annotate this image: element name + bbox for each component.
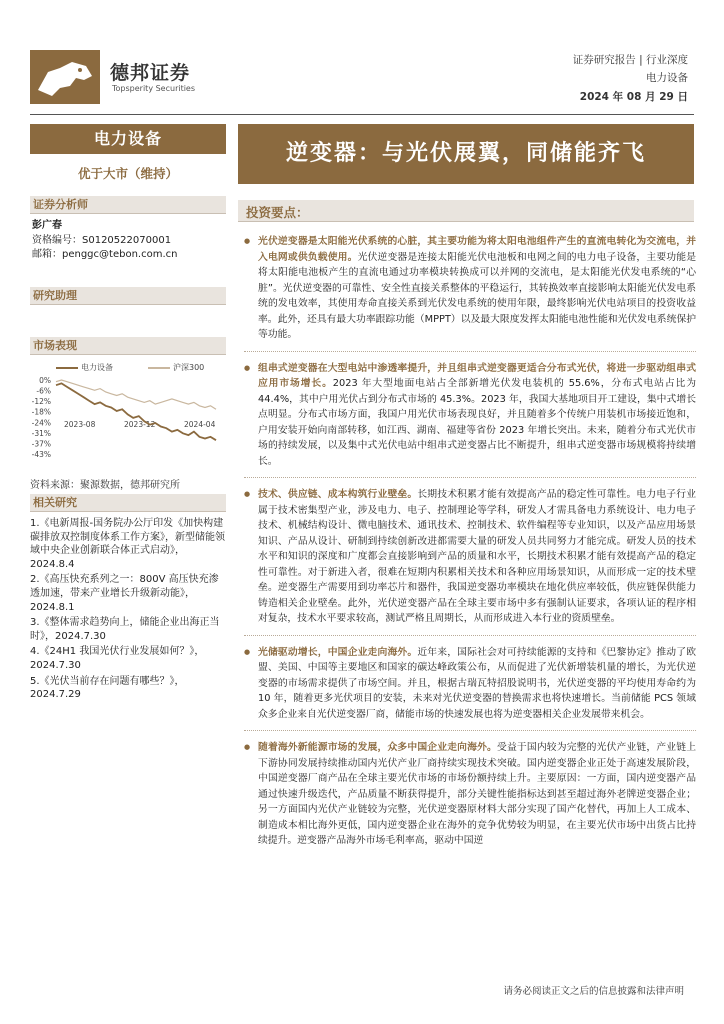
key-point-body: 近年来，国际社会对可持续能源的支持和《巴黎协定》推动了欧盟、美国、中国等主要地区和国家的碳达峰政策公布，从而促进了光伏新增装机量的增长，为光伏逆变器的市场需求提供了市场空间。并且，根据古瑞瓦特招股说明书，光伏逆变器的平均使用寿命约为 10 年，随着更多光伏项目的安装，未来对光伏逆变器的替换需求也将快速增长。当前储能 PCS 领域众多企业来自光伏逆变器厂商，储能市场的快速发展也将为逆变器相关企业发展带来机会。 [258, 646, 697, 720]
y-tick-label: 0% [39, 376, 51, 385]
key-point-paragraph [244, 740, 696, 849]
report-industry: 电力设备 [646, 72, 688, 84]
key-point-paragraph [244, 361, 696, 470]
title-band [238, 124, 694, 184]
paragraph-divider [244, 477, 696, 478]
related-research-list [30, 517, 226, 704]
report-date: 2024 年 08 月 29 日 [579, 91, 688, 103]
industry-band [30, 124, 226, 154]
key-points-body [244, 234, 696, 849]
report-type: 证券研究报告 | 行业深度 [572, 54, 688, 66]
y-tick-label: -24% [31, 418, 51, 428]
industry-band-label: 电力设备 [93, 129, 162, 148]
x-tick-label: 2023-12 [124, 420, 156, 429]
key-point-lead: 组串式逆变器在大型电站中渗透率提升，并且组串式逆变器更适合分布式光伏，将进一步驱动组串式应用市场增长。 [258, 362, 696, 389]
market-heading: 市场表现 [30, 337, 226, 355]
key-point-body: 2023 年大型地面电站占全部新增光伏发电装机的 55.6%，分布式电站占比为 44.4%，其中户用光伏占到分布式市场的 45.3%。2023 年，我国大基地项目开工建设，集中式增长点明显。分布式市场方面，我国户用光伏市场表现良好，并且随着多个传统户用装机市场接近饱和，户用安装开始向南部转移，如江西、湖南、福建等省份 2023 年增长突出。未来，随着分布式光伏市场的持续发展，以及集中式光伏电站中组串式逆变器占比不断提升，组串式逆变器市场规模将持续增长。 [258, 378, 696, 467]
key-point-body: 受益于国内较为完整的光伏产业链，产业链上下游协同发展持续推动国内光伏产业厂商持续实现技术突破。国内逆变器企业正处于高速发展阶段，中国逆变器厂商产品在全球主要光伏市场的市场份额持续上升。主要原因：一方面，国内逆变器产品通过快速升级迭代，产品质量不断获得提升，部分关键性能指标达到甚至超过海外老牌逆变器企业；另一方面国内光伏产业链较为完整，光伏逆变器原材料大部分实现了国产化替代，再加上人工成本、制造成本相比海外更低，国内逆变器企业在海外的竞争优势较为明显，在主要光伏市场中出货占比持续提升。逆变器产品海外市场毛利率高，驱动中国逆 [258, 742, 697, 846]
key-point-paragraph [244, 234, 696, 343]
key-point-lead: 技术、供应链、成本构筑行业壁垒。 [258, 489, 418, 500]
related-item[interactable]: 1.《电新周报-国务院办公厅印发《加快构建碳排放双控制度体系工作方案》，新型储能领域中央企业创新联合体正式启动》，2024.8.4 [30, 518, 225, 570]
y-tick-label: -43% [31, 450, 51, 459]
y-tick-label: -12% [31, 397, 51, 407]
rating: 优于大市（维持） [77, 166, 178, 181]
key-points-heading: 投资要点： [246, 205, 309, 220]
key-point-lead: 光储驱动增长，中国企业走向海外。 [258, 646, 418, 658]
assistant-heading: 研究助理 [30, 287, 226, 305]
analyst-name: 彭广春 [32, 220, 62, 231]
analyst-info [32, 219, 177, 263]
y-tick-label: -6% [36, 386, 51, 396]
legend-label-sector: 电力设备 [81, 363, 113, 372]
key-point-paragraph [244, 487, 696, 627]
footer-disclaimer: 请务必阅读正文之后的信息披露和法律声明 [503, 986, 684, 997]
paragraph-divider [244, 635, 696, 636]
key-point-lead: 随着海外新能源市场的发展，众多中国企业走向海外。 [258, 742, 497, 753]
source-note: 资料来源：聚源数据，德邦研究所 [30, 480, 180, 491]
company-logo [30, 44, 230, 104]
related-heading: 相关研究 [30, 494, 226, 512]
logo-name-en: Topsperity Securities [112, 84, 196, 93]
y-tick-label: -18% [31, 407, 51, 417]
paragraph-divider [244, 730, 696, 731]
related-item[interactable]: 5.《光伏当前存在问题有哪些？》，2024.7.29 [30, 675, 185, 701]
series-line-sector [56, 383, 216, 440]
analyst-cert: 资格编号：S0120522070001 [32, 234, 172, 246]
header-divider [30, 114, 694, 115]
related-item[interactable]: 4.《24H1 我国光伏行业发展如何？》，2024.7.30 [30, 646, 205, 671]
x-tick-label: 2023-08 [64, 420, 96, 429]
key-point-paragraph [244, 645, 696, 723]
logo-name-cn: 德邦证券 [110, 62, 191, 84]
key-point-lead: 光伏逆变器是太阳能光伏系统的心脏，其主要功能为将太阳电池组件产生的直流电转化为交流电，并入电网或供负载使用。 [258, 236, 696, 263]
y-tick-label: -31% [31, 428, 51, 438]
key-point-body: 光伏逆变器是连接太阳能光伏电池板和电网之间的电力电子设备，主要功能是将太阳能电池板产生的直流电通过功率模块转换成可以并网的交流电，是太阳能光伏发电系统的“心脏”。光伏逆变器的可靠性、安全性直接关系整体的平稳运行，其转换效率直接影响太阳能光伏发电系统的发电效率，其使用寿命直接关系到光伏发电系统的使用年限，最终影响光伏电站项目的投资收益率。此外，还具有最大功率跟踪功能（MPPT）以及最大限度发挥太阳能电池性能和光伏发电系统保护等功能。 [258, 251, 697, 340]
chart-plot [30, 358, 226, 466]
y-tick-label: -37% [31, 439, 51, 449]
key-points-header [238, 200, 694, 222]
x-tick-label: 2024-04 [184, 420, 216, 429]
report-title: 逆变器：与光伏展翼，同储能齐飞 [285, 141, 646, 166]
market-chart [30, 358, 226, 466]
analyst-email[interactable]: 邮箱：penggc@tebon.com.cn [32, 249, 178, 260]
related-item[interactable]: 3.《整体需求趋势向上，储能企业出海正当时》，2024.7.30 [30, 617, 220, 642]
legend-label-index: 沪深300 [173, 363, 205, 372]
key-point-body: 长期技术积累才能有效提高产品的稳定性可靠性。电力电子行业属于技术密集型产业，涉及电力、电子、控制理论等学科，研发人才需具备电力系统设计、电力电子技术、机械结构设计、微电脑技术、通讯技术、控制技术、软件编程等专业知识，以及产品应用场景知识、产品从设计、研制到持续创新改进都需要大量的研发人员共同努力才能完成。研发人员的技术水平和知识的深度和广度都会直接影响到产品的质量和水平，长期技术积累才能有效提高产品的稳定性可靠性。对于新进入者，很难在短期内积累相关技术和各种应用场景知识，从而形成一定的技术壁垒。逆变器生产需要用到功率芯片和器件，我国逆变器功率模块在地化供应率较低，供应链保供能力铸造相关企业壁垒。此外，光伏逆变器产品在全球主要市场中多有强制认证要求，各项认证的程序相对复杂，技术水平要求较高，测试严格且周期长，从而形成进入本行业的资质壁垒。 [258, 489, 697, 624]
analyst-heading: 证券分析师 [30, 196, 226, 214]
related-item[interactable]: 2.《高压快充系列之一：800V 高压快充渗透加速，带来产业增长升级新动能》，2024.8.1 [30, 574, 219, 613]
paragraph-divider [244, 351, 696, 352]
bull-logo-icon [30, 50, 100, 104]
